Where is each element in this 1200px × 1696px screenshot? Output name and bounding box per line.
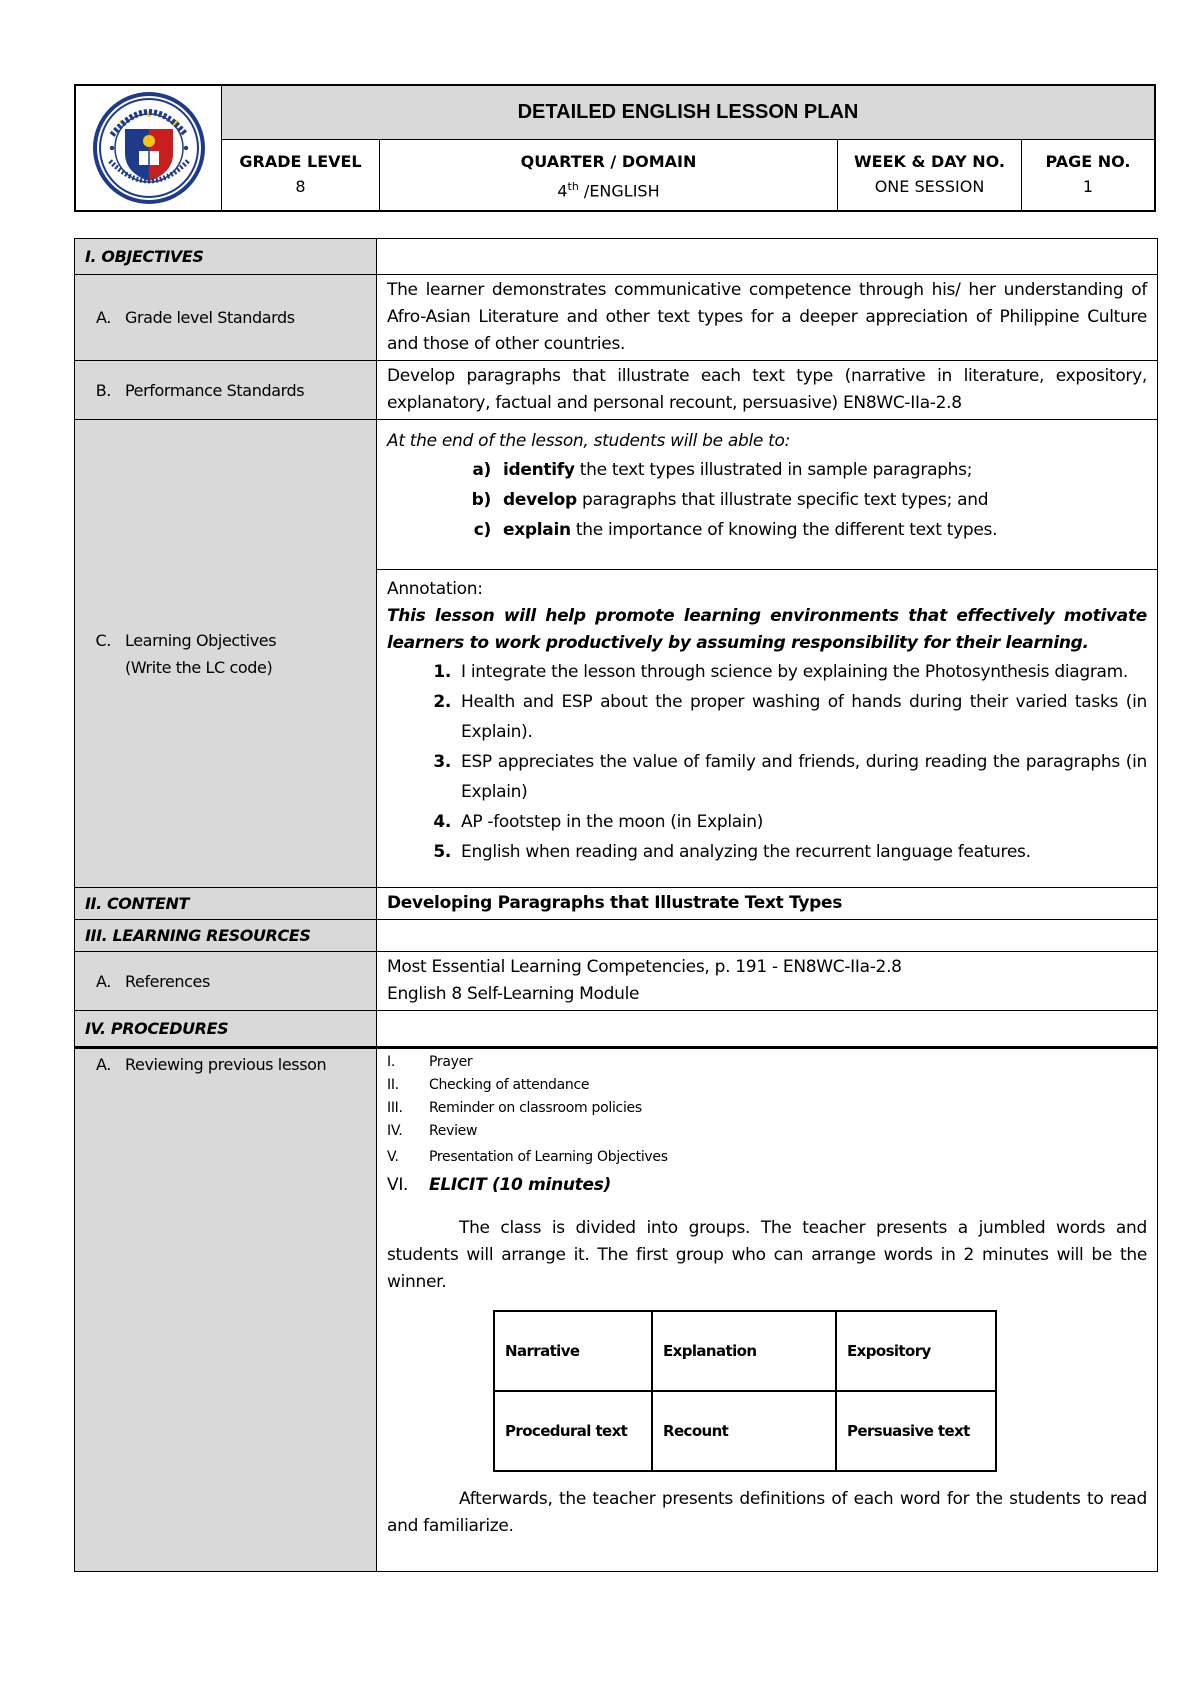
week-day-label: WEEK & DAY NO.	[853, 152, 1005, 171]
reference-line: English 8 Self-Learning Module	[387, 984, 640, 1004]
list-item: III. Reminder on classroom policies	[387, 1100, 642, 1116]
learning-resources-heading: III. LEARNING RESOURCES	[85, 926, 311, 945]
page-number-value: 1	[1082, 177, 1094, 196]
grade-standards-text: The learner demonstrates communicative competence through his/ her understanding of Afro-Asian Literature and other text types for a deeper appreciation of Philippine Culture and those of other countries.	[377, 275, 1158, 361]
list-item: 2. Health and ESP about the proper washing of hands during their varied tasks (in Explain).	[433, 692, 1147, 742]
jumbled-word: Persuasive text	[836, 1391, 996, 1471]
list-item: V. Presentation of Learning Objectives	[387, 1149, 668, 1165]
elicit-paragraph: The class is divided into groups. The teacher presents a jumbled words and students will arrange it. The first group who can arrange words in 2 minutes will be the winner.	[387, 1218, 1147, 1292]
grade-level-cell	[222, 140, 380, 210]
jumbled-word: Procedural text	[494, 1391, 652, 1471]
grade-standards-label: Grade level Standards	[125, 308, 295, 327]
list-item: 1. I integrate the lesson through science by explaining the Photosynthesis diagram.	[433, 662, 1129, 682]
reference-line: Most Essential Learning Competencies, p. 191 - EN8WC-IIa-2.8	[387, 957, 902, 977]
jumbled-word: Recount	[652, 1391, 836, 1471]
learning-resources-row	[75, 920, 1158, 952]
content-row	[75, 888, 1158, 920]
quarter-domain-cell	[380, 140, 838, 210]
quarter-number: 4	[557, 181, 568, 201]
objective-list	[387, 455, 1147, 545]
jumbled-word: Expository	[836, 1311, 996, 1391]
grade-level-value: 8	[295, 177, 306, 196]
reviewing-key: A.	[96, 1055, 111, 1074]
objectives-heading: I. OBJECTIVES	[85, 247, 204, 266]
list-item: II. Checking of attendance	[387, 1077, 590, 1093]
objectives-intro: At the end of the lesson, students will be able to:	[387, 431, 791, 451]
lesson-plan-table	[74, 238, 1158, 1572]
jumbled-word: Narrative	[494, 1311, 652, 1391]
annotation-label: Annotation:	[387, 579, 483, 599]
performance-standards-label: Performance Standards	[125, 380, 305, 400]
quarter-domain-label: QUARTER / DOMAIN	[520, 152, 697, 171]
list-item: a) identify the text types illustrated in sample paragraphs;	[472, 460, 973, 480]
reviewing-label: Reviewing previous lesson	[125, 1055, 327, 1074]
content-heading: II. CONTENT	[85, 894, 190, 913]
elicit-line: VI. ELICIT (10 minutes)	[387, 1171, 1147, 1199]
learning-objectives-label: Learning Objectives	[125, 630, 277, 650]
week-day-value: ONE SESSION	[874, 177, 985, 196]
learning-objectives-note: (Write the LC code)	[125, 657, 273, 677]
elicit-title: ELICIT (10 minutes)	[429, 1175, 612, 1195]
list-item: c) explain the importance of knowing the different text types.	[473, 520, 998, 540]
grade-level-label: GRADE LEVEL	[239, 152, 362, 171]
deped-seal-cell	[76, 86, 222, 210]
learning-objectives-key: C.	[95, 630, 111, 650]
annotation-list	[387, 657, 1147, 867]
page-number-cell	[1022, 140, 1154, 210]
references-label: References	[125, 971, 210, 991]
annotation-note: This lesson will help promote learning environments that effectively motivate learners to work productively by assuming responsibility for their learning.	[387, 606, 1147, 653]
list-item: IV. Review	[387, 1123, 478, 1139]
week-day-cell	[838, 140, 1022, 210]
performance-standards-row	[75, 361, 1158, 420]
list-item: I. Prayer	[387, 1054, 473, 1070]
quarter-suffix: th	[567, 180, 579, 193]
performance-standards-text: Develop paragraphs that illustrate each text type (narrative in literature, expository, explanatory, factual and personal recount, persuasive) EN8WC-IIa-2.8	[377, 361, 1158, 420]
deped-seal-icon	[90, 89, 208, 207]
learning-objectives-row	[75, 420, 1158, 570]
afterwards-paragraph: Afterwards, the teacher presents definitions of each word for the students to read and familiarize.	[387, 1489, 1147, 1536]
list-item: 5. English when reading and analyzing the recurrent language features.	[433, 842, 1031, 862]
document-title: DETAILED ENGLISH LESSON PLAN	[222, 86, 1154, 140]
content-value: Developing Paragraphs that Illustrate Text Types	[377, 888, 1158, 920]
jumbled-word: Explanation	[652, 1311, 836, 1391]
list-item: 4. AP -footstep in the moon (in Explain)	[433, 812, 764, 832]
grade-level-standards-row	[75, 275, 1158, 361]
header-table	[74, 84, 1156, 212]
objectives-heading-row	[75, 239, 1158, 275]
list-item: 3. ESP appreciates the value of family and friends, during reading the paragraphs (in Explain)	[433, 752, 1147, 802]
page-number-label: PAGE NO.	[1045, 152, 1131, 171]
grade-standards-key: A.	[96, 308, 111, 327]
quarter-domain-value: /ENGLISH	[578, 181, 660, 201]
references-row	[75, 952, 1158, 1011]
references-key: A.	[96, 971, 111, 991]
jumbled-words-table	[493, 1310, 997, 1472]
performance-standards-key: B.	[95, 380, 111, 400]
reviewing-previous-lesson-row	[75, 1048, 1158, 1572]
procedures-heading-row	[75, 1011, 1158, 1048]
list-item: b) develop paragraphs that illustrate specific text types; and	[471, 490, 989, 510]
procedure-steps	[387, 1051, 1147, 1171]
procedures-heading: IV. PROCEDURES	[85, 1019, 229, 1038]
